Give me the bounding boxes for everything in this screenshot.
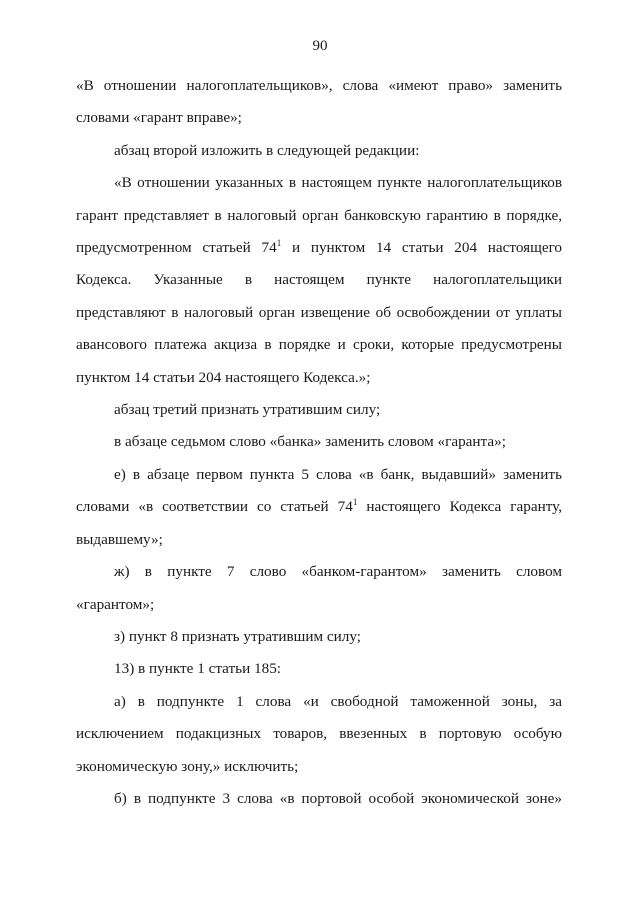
paragraph-text: абзац третий признать утратившим силу; xyxy=(114,401,381,419)
document-body xyxy=(76,70,562,815)
paragraph-text: «В отношении указанных в настоящем пункте налогоплательщиков гарант представляет в налоговый орган банковскую гарантию в порядке, предусмотренном статьей 74 xyxy=(76,174,562,257)
paragraph-text: 13) в пункте 1 статьи 185: xyxy=(114,660,282,678)
superscript-index: 1 xyxy=(276,238,282,249)
paragraph-text: абзац второй изложить в следующей редакции: xyxy=(114,141,420,159)
paragraph xyxy=(76,556,562,621)
paragraph-text: «В отношении налогоплательщиков», слова «имеют право» заменить словами «гарант вправе»; xyxy=(76,77,562,127)
paragraph xyxy=(76,686,562,783)
paragraph-text: настоящего Кодекса гаранту, выдавшему»; xyxy=(76,498,563,548)
superscript-index: 1 xyxy=(352,497,358,508)
page-number: 90 xyxy=(312,38,328,54)
paragraph-text: з) пункт 8 признать утратившим силу; xyxy=(114,627,361,645)
paragraph xyxy=(76,167,562,394)
paragraph-text: в абзаце седьмом слово «банка» заменить словом «гаранта»; xyxy=(114,433,506,451)
paragraph xyxy=(76,70,562,135)
paragraph-text: а) в подпункте 1 слова «и свободной таможенной зоны, за исключением подакцизных товаров, ввезенных в портовую особую экономическую зону,» исключить; xyxy=(76,692,562,775)
paragraph-text: и пунктом 14 статьи 204 настоящего Кодекса. Указанные в настоящем пункте налогоплательщики представляют в налоговый орган извещение об освобождении от уплаты авансового платежа акциза в порядке и сроки, которые предусмотрены пунктом 14 статьи 204 настоящего Кодекса.»; xyxy=(76,239,563,386)
paragraph xyxy=(76,459,562,556)
paragraph xyxy=(76,621,562,653)
paragraph xyxy=(76,653,562,685)
paragraph-text: е) в абзаце первом пункта 5 слова «в банк, выдавший» заменить словами «в соответствии со статьей 74 xyxy=(76,465,562,516)
paragraph-text: ж) в пункте 7 слово «банком-гарантом» заменить словом «гарантом»; xyxy=(76,563,562,613)
paragraph xyxy=(76,394,562,426)
paragraph-text: б) в подпункте 3 слова «в портовой особой экономической зоне» xyxy=(114,789,562,807)
paragraph xyxy=(76,426,562,458)
paragraph xyxy=(76,135,562,167)
paragraph xyxy=(76,783,562,815)
